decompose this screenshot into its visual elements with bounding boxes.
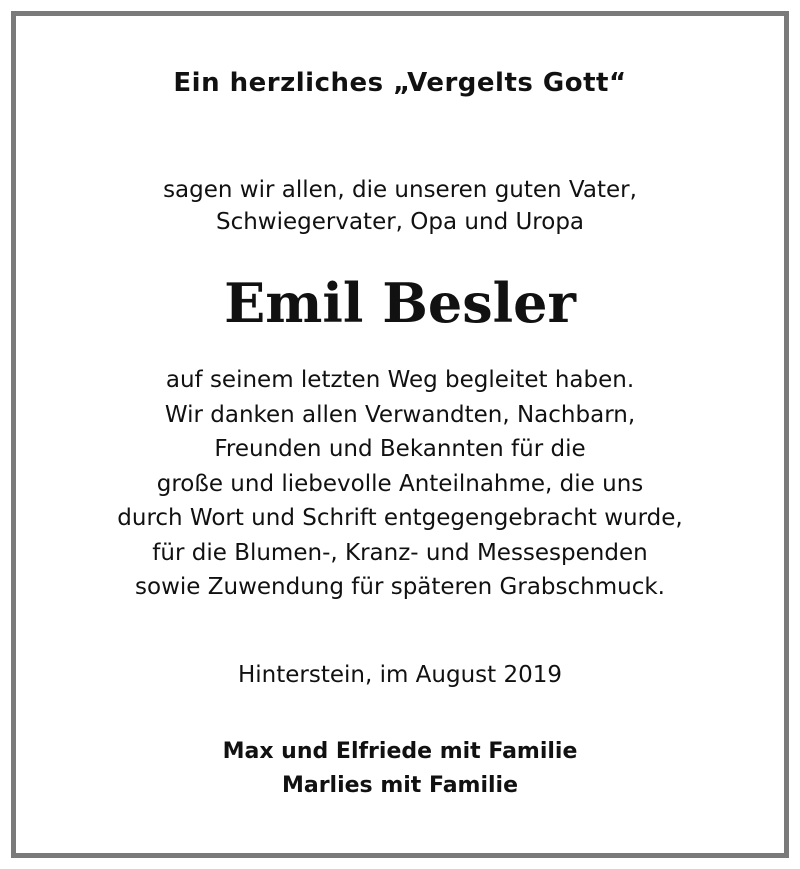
thanks-line: Wir danken allen Verwandten, Nachbarn, <box>164 401 636 428</box>
thanks-line: Freunden und Bekannten für die <box>214 436 586 462</box>
signature-line: Marlies mit Familie <box>281 773 519 798</box>
notice-heading: Ein herzliches „Vergelts Gott“ <box>173 68 627 98</box>
signature-line: Max und Elfriede mit Familie <box>222 739 578 764</box>
thanks-line: durch Wort und Schrift entgegengebracht wurde, <box>117 505 683 531</box>
thanks-line: große und liebevolle Anteilnahme, die uns <box>156 470 644 497</box>
deceased-name: Emil Besler <box>224 271 576 335</box>
signatures <box>0 735 800 803</box>
place-and-date: Hinterstein, im August 2019 <box>237 662 563 688</box>
intro-line: Schwiegervater, Opa und Uropa <box>215 209 585 235</box>
thanks-line: sowie Zuwendung für späteren Grabschmuck. <box>135 574 665 600</box>
intro-text <box>0 174 800 238</box>
thanks-text <box>0 363 800 605</box>
intro-line: sagen wir allen, die unseren guten Vater, <box>163 177 637 203</box>
thanks-line: für die Blumen-, Kranz- und Messespenden <box>152 539 648 566</box>
thanks-line: auf seinem letzten Weg begleitet haben. <box>165 367 635 393</box>
